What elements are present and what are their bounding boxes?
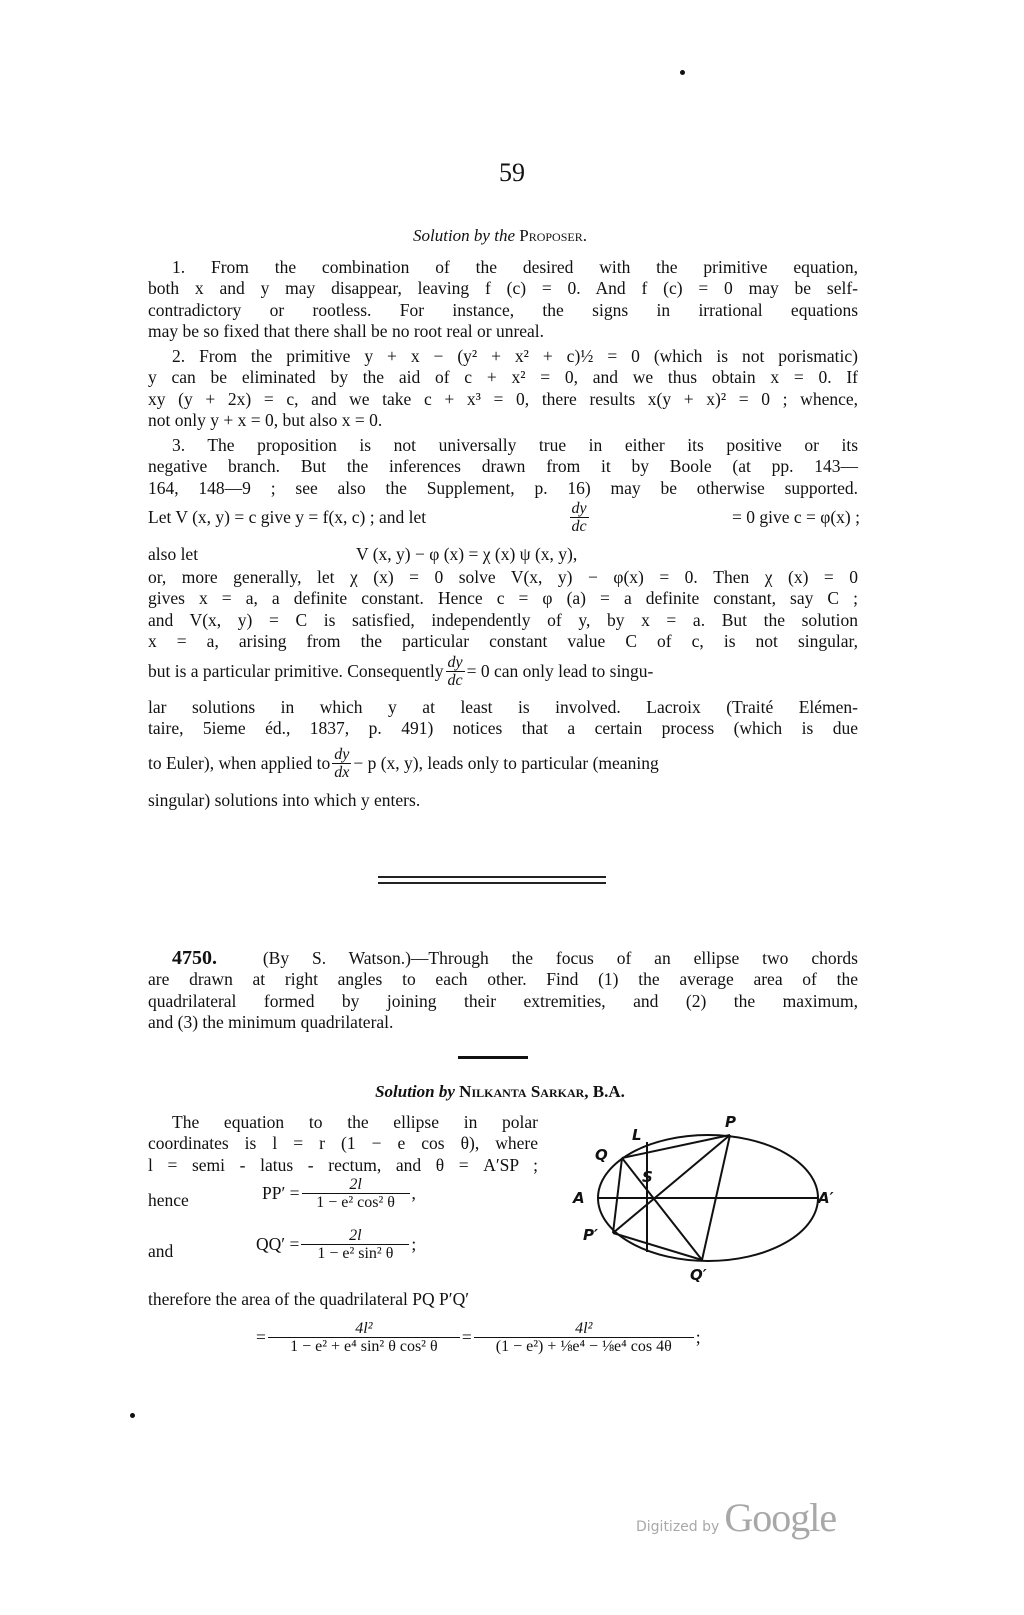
text-line: both x and y may disappear, leaving f (c) = 0. And f (c) = 0 may be self- — [148, 278, 858, 299]
text-line: l = semi - latus - rectum, and θ = A′SP ; — [148, 1154, 538, 1175]
text-line: contradictory or rootless. For instance, the signs in irrational equations — [148, 299, 858, 320]
area-fraction-2 — [474, 1320, 694, 1355]
label-a-prime: A′ — [818, 1189, 834, 1207]
text-line: gives x = a, a definite constant. Hence c = φ (a) = a definite constant, say C ; — [148, 588, 858, 609]
label-a: A — [573, 1189, 585, 1207]
fraction-dy-dc — [570, 500, 589, 535]
heading-name: Nilkanta Sarkar, — [459, 1082, 589, 1101]
paragraph-4 — [148, 567, 858, 652]
also-let-label: also let — [148, 544, 199, 564]
euler-line — [148, 746, 860, 781]
qq-tail: ; — [411, 1234, 417, 1254]
heading-name: Proposer. — [519, 226, 587, 245]
heading-suffix: B.A. — [592, 1082, 625, 1101]
watermark-prefix: Digitized by — [636, 1519, 720, 1535]
conseq-text-b: = 0 can only lead to singu- — [466, 661, 654, 681]
fraction-denominator: dc — [447, 672, 463, 689]
text-line: 164, 148—9 ; see also the Supplement, p. 16) may be otherwise supported. — [148, 477, 858, 498]
hence-label: hence — [148, 1190, 189, 1210]
paragraph-3 — [148, 435, 858, 499]
label-s: S — [642, 1168, 653, 1186]
page-number: 59 — [499, 158, 525, 187]
qq-prime-equation — [256, 1227, 416, 1262]
consequently-line — [148, 654, 860, 689]
ellipse-diagram — [570, 1110, 840, 1285]
let-text-a: Let V (x, y) = c give y = f(x, c) ; and let — [148, 507, 427, 527]
text-line: y can be eliminated by the aid of c + x² = 0, and we thus obtain x = 0. If — [148, 367, 858, 388]
pp-tail: , — [411, 1183, 416, 1203]
area-tail: ; — [695, 1327, 701, 1347]
pp-fraction — [302, 1176, 410, 1211]
focal-chord-pp-prime — [613, 1135, 730, 1233]
fraction-denominator: dx — [334, 764, 350, 781]
label-p: P — [725, 1113, 736, 1131]
fraction-denominator: 1 − e² cos² θ — [302, 1193, 410, 1211]
text-line: not only y + x = 0, but also x = 0. — [148, 409, 383, 430]
qq-fraction — [301, 1227, 409, 1262]
therefore-line: therefore the area of the quadrilateral PQ P′Q′ — [148, 1289, 470, 1309]
problem-line: (By S. Watson.)—Through the focus of an ellipse two chords — [262, 948, 858, 968]
text-line: and V(x, y) = C is satisfied, independently of y, by x = a. But the solution — [148, 609, 858, 630]
and-label: and — [148, 1241, 174, 1261]
qq-lhs: QQ′ = — [256, 1234, 300, 1254]
fraction-denominator: (1 − e²) + ⅛e⁴ − ⅛e⁴ cos 4θ — [474, 1337, 694, 1355]
problem-line: and (3) the minimum quadrilateral. — [148, 1011, 394, 1032]
problem-line: are drawn at right angles to each other. Find (1) the average area of the — [148, 969, 858, 990]
paragraph-5 — [148, 697, 858, 740]
conseq-text-a: but is a particular primitive. Consequently — [148, 661, 444, 681]
text-line — [148, 948, 858, 969]
ink-speck — [130, 1413, 135, 1418]
fraction-numerator: dy — [571, 500, 587, 517]
fraction-dy-dc — [446, 654, 465, 689]
heading-italic: Solution by the — [413, 226, 515, 245]
equals-sign: = — [461, 1327, 472, 1347]
chord-p-prime-q-prime — [613, 1233, 702, 1260]
label-l: L — [632, 1126, 642, 1144]
problem-number: 4750. — [172, 947, 217, 969]
solution-intro — [148, 1112, 538, 1176]
text-line: negative branch. But the inferences drawn from it by Boole (at pp. 143— — [148, 456, 858, 477]
text-line: 2. From the primitive y + x − (y² + x² + c)½ = 0 (which is not porismatic) — [172, 346, 858, 366]
solution-heading-sarkar — [0, 1082, 1000, 1102]
text-line: coordinates is l = r (1 − e cos θ), where — [148, 1133, 538, 1154]
area-formula — [256, 1320, 701, 1355]
let-equation-line — [148, 500, 860, 535]
fraction-numerator: dy — [447, 654, 463, 671]
paragraph-6: singular) solutions into which y enters. — [148, 790, 421, 810]
section-divider-double-rule — [378, 876, 606, 884]
paragraph-1 — [148, 257, 858, 342]
text-line: 1. From the combination of the desired with the primitive equation, — [172, 257, 858, 277]
fraction-denominator: dc — [571, 518, 587, 535]
fraction-numerator: 4l² — [355, 1320, 373, 1337]
equals-sign: = — [256, 1327, 266, 1347]
problem-line: quadrilateral formed by joining their extremities, and (2) the maximum, — [148, 990, 858, 1011]
heading-italic: Solution by — [375, 1082, 455, 1101]
fraction-numerator: 2l — [349, 1227, 362, 1244]
text-line: lar solutions in which y at least is involved. Lacroix (Traité Elémen- — [148, 697, 858, 717]
label-p-prime: P′ — [583, 1226, 598, 1244]
label-q: Q — [595, 1146, 608, 1164]
pp-prime-equation — [262, 1176, 416, 1211]
text-line: taire, 5ieme éd., 1837, p. 491) notices that a certain process (which is due — [148, 718, 858, 739]
problem-4750 — [148, 948, 858, 1033]
fraction-denominator: 1 − e² + e⁴ sin² θ cos² θ — [268, 1337, 460, 1355]
chord-qp-prime — [613, 1158, 622, 1233]
watermark-brand: Google — [724, 1495, 837, 1540]
let-text-b: = 0 give c = φ(x) ; — [731, 507, 860, 527]
section-divider-rule — [458, 1056, 528, 1059]
also-let-equation: V (x, y) − φ (x) = χ (x) ψ (x, y), — [356, 544, 578, 564]
text-line: 3. The proposition is not universally true in either its positive or its — [172, 435, 858, 455]
fraction-numerator: dy — [334, 746, 350, 763]
ink-speck — [680, 70, 685, 75]
area-fraction-1 — [268, 1320, 460, 1355]
euler-text-a: to Euler), when applied to — [148, 753, 331, 773]
fraction-numerator: 4l² — [575, 1320, 593, 1337]
digitized-by-google-watermark — [636, 1494, 836, 1541]
text-line: The equation to the ellipse in polar — [172, 1112, 538, 1132]
solution-heading-proposer — [0, 226, 1000, 246]
paragraph-2 — [148, 346, 858, 431]
text-line: or, more generally, let χ (x) = 0 solve V(x, y) − φ(x) = 0. Then χ (x) = 0 — [148, 567, 858, 587]
text-line: xy (y + 2x) = c, and we take c + x³ = 0, there results x(y + x)² = 0 ; whence, — [148, 388, 858, 409]
euler-text-b: − p (x, y), leads only to particular (meaning — [353, 753, 659, 773]
pp-lhs: PP′ = — [262, 1183, 300, 1203]
label-q-prime: Q′ — [690, 1266, 707, 1284]
text-line: x = a, arising from the particular constant value C of c, is not singular, — [148, 630, 858, 651]
fraction-denominator: 1 − e² sin² θ — [301, 1244, 409, 1262]
text-line: may be so fixed that there shall be no root real or unreal. — [148, 320, 545, 341]
fraction-numerator: 2l — [349, 1176, 362, 1193]
fraction-dy-dx — [332, 746, 351, 781]
